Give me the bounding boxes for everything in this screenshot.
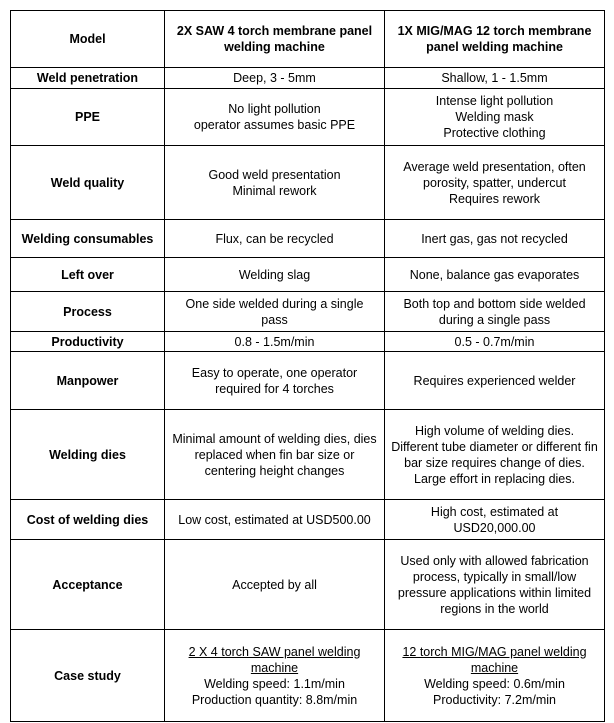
saw-cell <box>165 146 385 220</box>
cell-line: Average weld presentation, often porosity, spatter, undercut <box>403 159 586 190</box>
cell-line: Both top and bottom side welded during a single pass <box>403 296 586 327</box>
row-label: Case study <box>11 630 165 722</box>
table-row <box>11 630 605 722</box>
mig-cell <box>385 630 605 722</box>
cell-line: Requires rework <box>448 191 540 206</box>
cell-line: Minimal rework <box>232 183 317 198</box>
mig-cell <box>385 89 605 146</box>
cell-line: Deep, 3 - 5mm <box>233 71 316 85</box>
cell-line: Large effort in replacing dies. <box>414 471 575 486</box>
header-mig: 1X MIG/MAG 12 torch membrane panel welding machine <box>385 11 605 68</box>
cell-line: Productivity: 7.2m/min <box>433 692 556 707</box>
cell-line: Protective clothing <box>443 126 546 140</box>
case-study-link-saw[interactable]: 2 X 4 torch SAW panel welding machine <box>188 644 361 675</box>
table-row <box>11 220 605 258</box>
row-label: Process <box>11 292 165 332</box>
table-row <box>11 258 605 292</box>
row-label: Welding dies <box>11 410 165 500</box>
saw-cell <box>165 500 385 540</box>
cell-line: Easy to operate, one operator required for 4 torches <box>191 365 358 396</box>
header-label: Model <box>11 11 165 68</box>
cell-line: Accepted by all <box>232 577 317 592</box>
mig-cell <box>385 68 605 89</box>
cell-line: Welding speed: 0.6m/min <box>424 676 565 691</box>
mig-cell <box>385 352 605 410</box>
mig-cell <box>385 220 605 258</box>
mig-cell <box>385 146 605 220</box>
row-label: Weld penetration <box>11 68 165 89</box>
table-row <box>11 68 605 89</box>
cell-line: Good weld presentation <box>208 167 341 182</box>
cell-line: Welding mask <box>455 110 534 124</box>
table-row <box>11 89 605 146</box>
row-label: Left over <box>11 258 165 292</box>
table-row <box>11 540 605 630</box>
saw-cell <box>165 258 385 292</box>
row-label: Productivity <box>11 332 165 352</box>
cell-line: Welding slag <box>238 267 311 282</box>
table-row <box>11 332 605 352</box>
cell-line: None, balance gas evaporates <box>409 267 580 282</box>
mig-cell <box>385 500 605 540</box>
cell-line: One side welded during a single pass <box>185 296 364 327</box>
cell-line: Minimal amount of welding dies, dies replaced when fin bar size or centering height changes <box>172 431 377 478</box>
cell-line: 0.8 - 1.5m/min <box>234 334 315 349</box>
saw-cell <box>165 630 385 722</box>
table-row <box>11 292 605 332</box>
cell-line: Inert gas, gas not recycled <box>421 231 568 246</box>
saw-cell <box>165 540 385 630</box>
cell-line: Production quantity: 8.8m/min <box>191 692 358 707</box>
cell-line: Flux, can be recycled <box>215 231 334 246</box>
cell-line: Shallow, 1 - 1.5mm <box>441 71 548 85</box>
row-label: Manpower <box>11 352 165 410</box>
mig-cell <box>385 332 605 352</box>
cell-line: High cost, estimated at USD20,000.00 <box>430 504 559 535</box>
cell-line: Welding speed: 1.1m/min <box>204 676 345 691</box>
table-row <box>11 352 605 410</box>
saw-cell <box>165 89 385 146</box>
saw-cell <box>165 220 385 258</box>
cell-line: Low cost, estimated at USD500.00 <box>178 512 371 527</box>
row-label: PPE <box>11 89 165 146</box>
mig-cell <box>385 258 605 292</box>
table-row <box>11 410 605 500</box>
saw-cell <box>165 68 385 89</box>
cell-line: No light pollution <box>228 102 321 116</box>
cell-line: Used only with allowed fabrication process, typically in small/low pressure applications within limited regions in the world <box>397 553 592 616</box>
mig-cell <box>385 410 605 500</box>
cell-line: Requires experienced welder <box>413 373 576 388</box>
comparison-table <box>10 10 605 722</box>
row-label: Welding consumables <box>11 220 165 258</box>
cell-line: 0.5 - 0.7m/min <box>454 334 535 349</box>
row-label: Cost of welding dies <box>11 500 165 540</box>
case-study-link-mig[interactable]: 12 torch MIG/MAG panel welding machine <box>402 644 587 675</box>
mig-cell <box>385 540 605 630</box>
saw-cell <box>165 410 385 500</box>
mig-cell <box>385 292 605 332</box>
saw-cell <box>165 332 385 352</box>
table-row <box>11 500 605 540</box>
cell-line: High volume of welding dies. Different tube diameter or different fin bar size requires change of dies. <box>391 423 598 470</box>
header-saw: 2X SAW 4 torch membrane panel welding machine <box>165 11 385 68</box>
saw-cell <box>165 352 385 410</box>
header-row <box>11 11 605 68</box>
cell-line: Intense light pollution <box>435 94 554 108</box>
row-label: Weld quality <box>11 146 165 220</box>
cell-line: operator assumes basic PPE <box>193 118 356 132</box>
row-label: Acceptance <box>11 540 165 630</box>
table-row <box>11 146 605 220</box>
saw-cell <box>165 292 385 332</box>
